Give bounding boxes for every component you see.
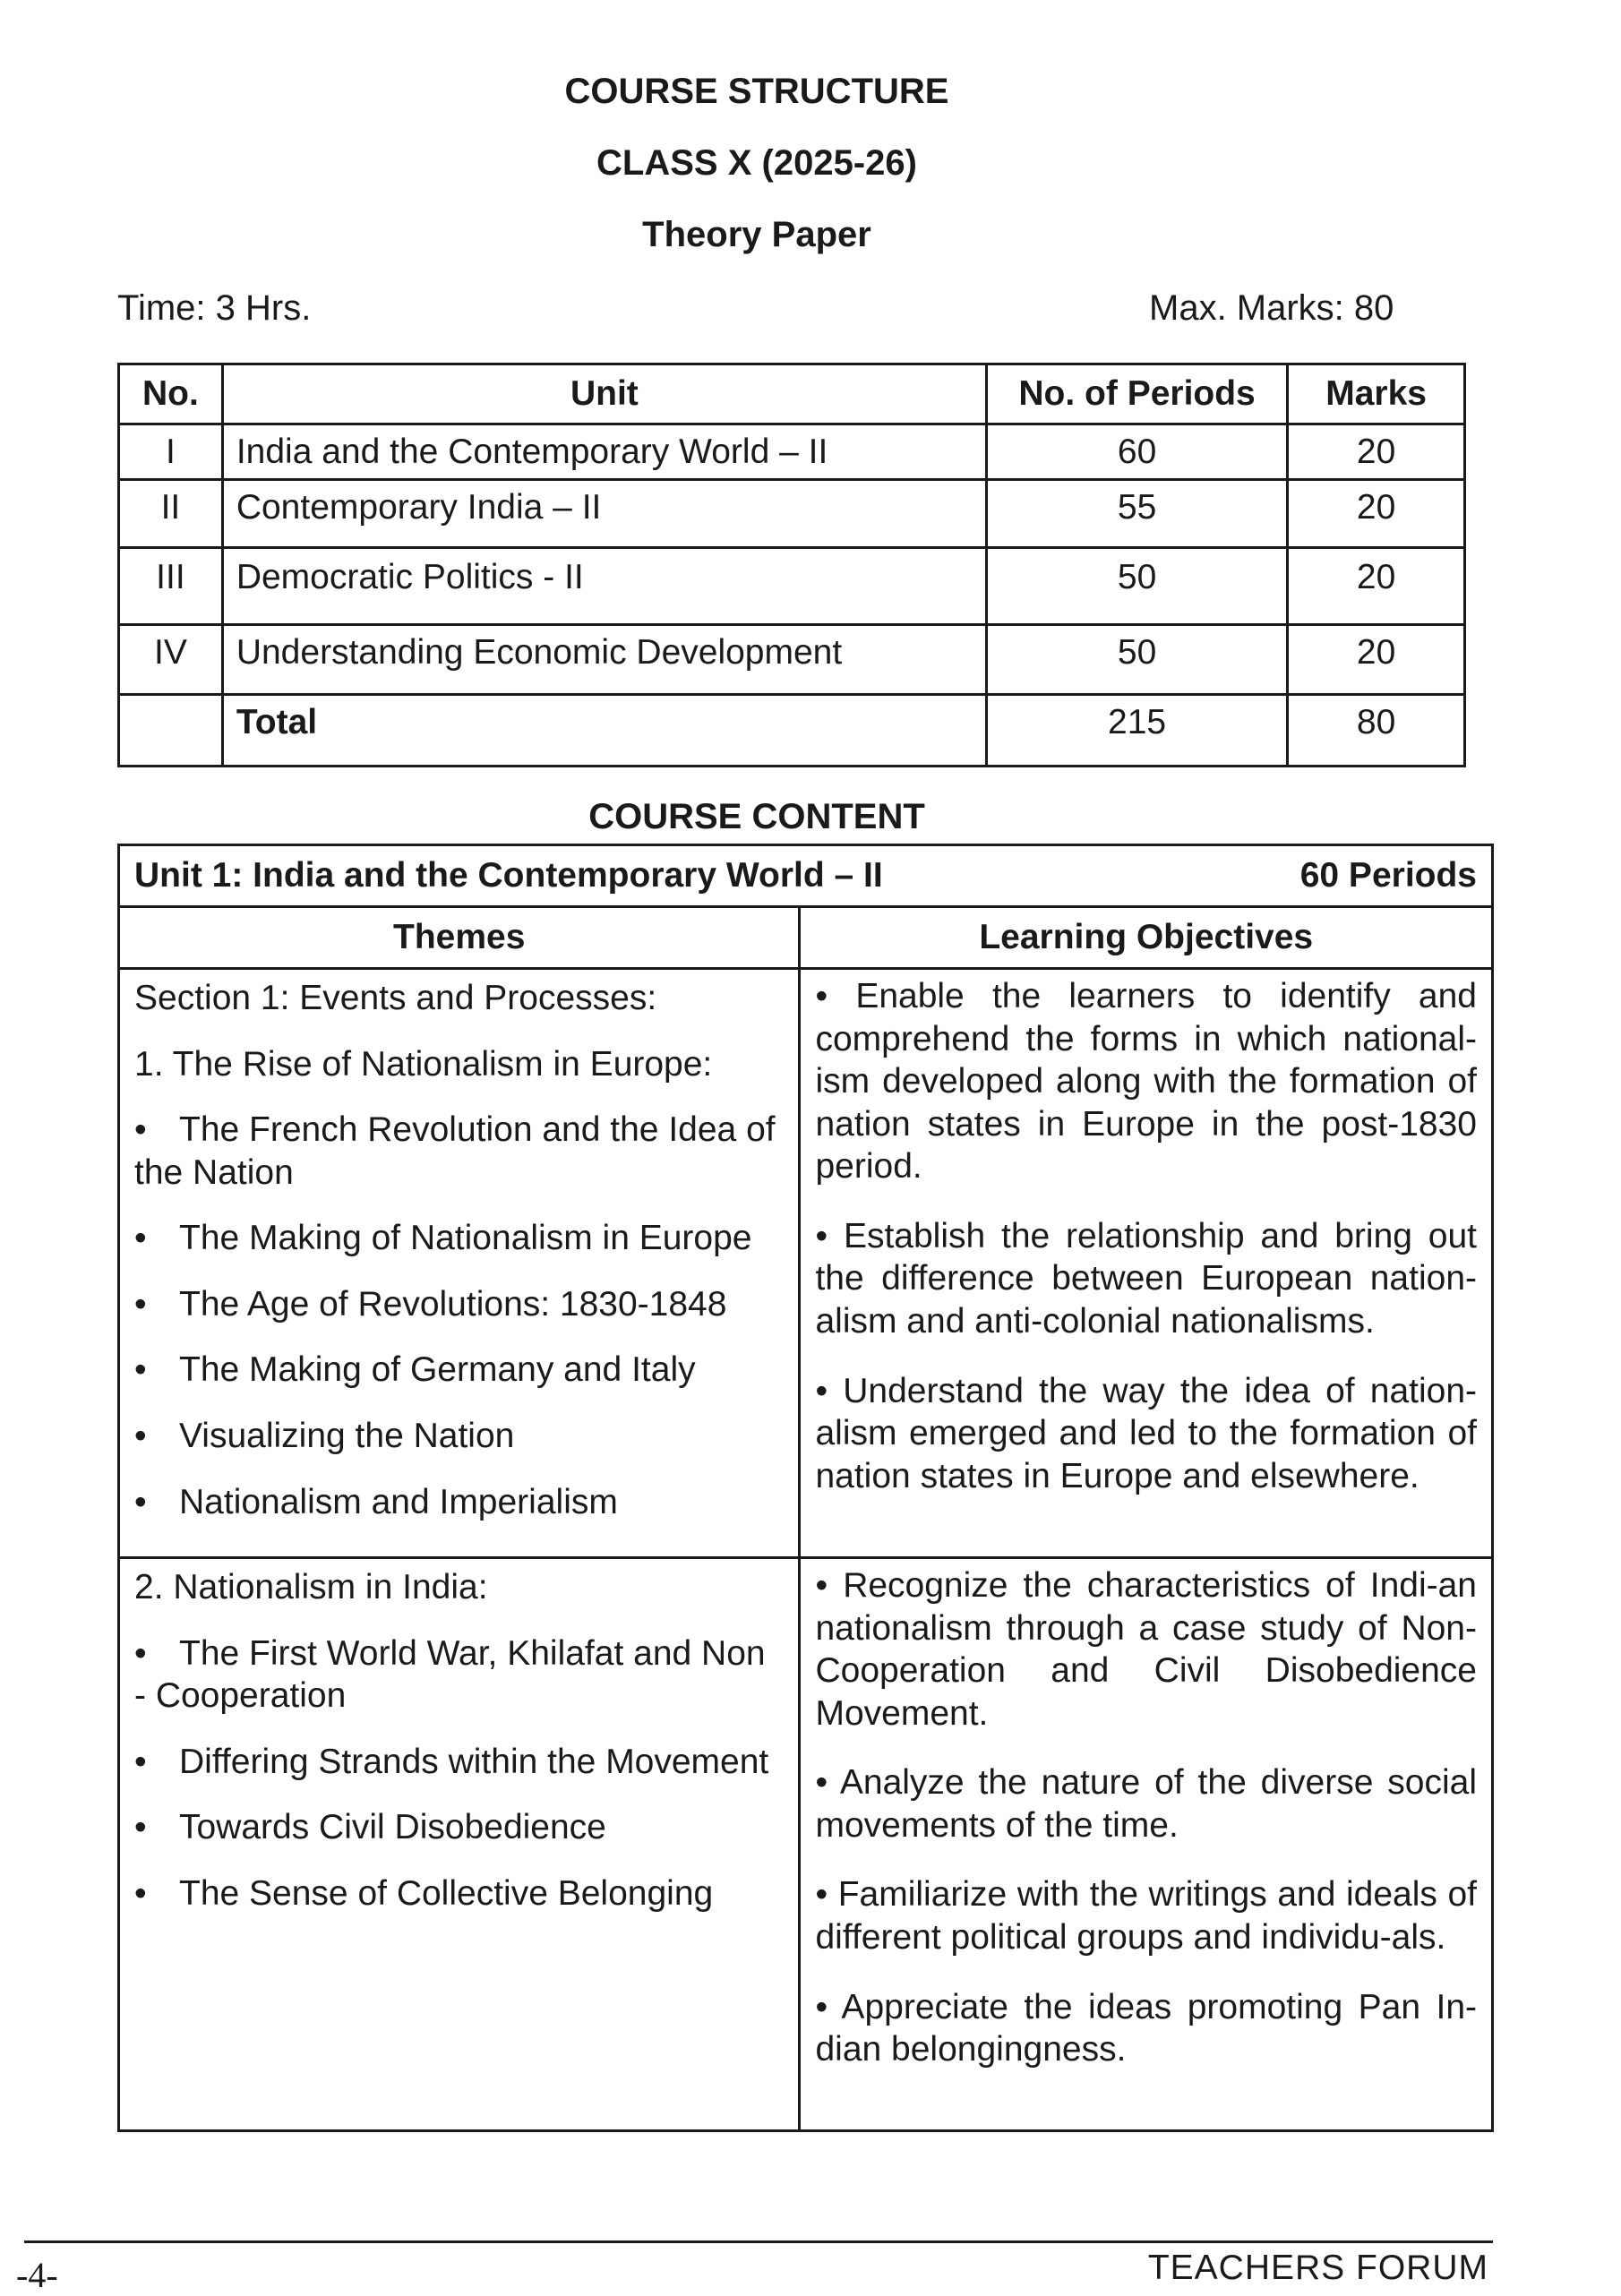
objective-item: • Analyze the nature of the diverse social movements of the time. — [815, 1763, 1477, 1845]
objective-item: • Familiarize with the writings and ideals of different political groups and individu-als. — [815, 1875, 1477, 1958]
theme-item: • Visualizing the Nation — [134, 1415, 784, 1458]
table-row — [119, 625, 1465, 695]
col-header-no: No. — [119, 364, 223, 424]
structure-header-row — [119, 364, 1465, 424]
page-number: -4- — [16, 2255, 58, 2295]
objective-item: • Enable the learners to identify and comprehend the forms in which national-ism developed along with the formation of nation states in Europe in the post-1830 period. — [815, 977, 1477, 1187]
unit-periods: 50 — [986, 548, 1287, 625]
unit-number: I — [119, 424, 223, 480]
course-content-table — [117, 844, 1494, 2132]
total-marks: 80 — [1288, 695, 1465, 767]
unit-marks: 20 — [1288, 625, 1465, 695]
section-2-row — [119, 1558, 1493, 2131]
total-row — [119, 695, 1465, 767]
column-header-row — [119, 907, 1493, 969]
objective-item: • Understand the way the idea of nation-alism emerged and led to the formation of nation states in Europe and elsewhere. — [815, 1371, 1477, 1495]
total-periods: 215 — [986, 695, 1287, 767]
total-blank-cell — [119, 695, 223, 767]
total-label: Total — [222, 695, 986, 767]
section-title: Section 1: Events and Processes: — [134, 979, 657, 1017]
col-header-marks: Marks — [1288, 364, 1465, 424]
unit-number: III — [119, 548, 223, 625]
table-row — [119, 424, 1465, 480]
unit-periods: 50 — [986, 625, 1287, 695]
unit-title: Unit 1: India and the Contemporary World – II — [134, 856, 883, 895]
theme-item: • The Age of Revolutions: 1830-1848 — [134, 1283, 784, 1326]
theme-item: • The Making of Nationalism in Europe — [134, 1217, 784, 1260]
theme-item: • The Sense of Collective Belonging — [134, 1872, 784, 1915]
themes-header: Themes — [119, 907, 800, 969]
section-1-themes — [119, 969, 800, 1558]
unit-marks: 20 — [1288, 548, 1465, 625]
table-row — [119, 480, 1465, 548]
theme-item: • The First World War, Khilafat and Non - Cooperation — [134, 1632, 784, 1718]
unit-periods-label: 60 Periods — [1299, 856, 1477, 895]
course-structure-title: COURSE STRUCTURE — [564, 72, 949, 111]
section-2-objectives — [800, 1558, 1493, 2131]
unit-name: India and the Contemporary World – II — [222, 424, 986, 480]
course-structure-table — [117, 363, 1466, 767]
unit-periods: 55 — [986, 480, 1287, 548]
section-1-row — [119, 969, 1493, 1558]
footer-brand: TEACHERS FORUM — [1147, 2249, 1488, 2287]
objectives-header: Learning Objectives — [800, 907, 1493, 969]
section-1-objectives — [800, 969, 1493, 1558]
objective-item: • Establish the relationship and bring out the difference between European nation-alism and anti-colonial nationalisms. — [815, 1216, 1477, 1341]
time-label: Time: 3 Hrs. — [117, 288, 312, 328]
unit-number: IV — [119, 625, 223, 695]
objective-item: • Appreciate the ideas promoting Pan In-dian belongingness. — [815, 1987, 1477, 2069]
col-header-unit: Unit — [222, 364, 986, 424]
unit-marks: 20 — [1288, 424, 1465, 480]
unit-header-cell — [119, 845, 1493, 907]
theme-item: • Differing Strands within the Movement — [134, 1741, 784, 1784]
chapter-title: 1. The Rise of Nationalism in Europe: — [134, 1044, 713, 1084]
unit-header-row — [119, 845, 1493, 907]
section-2-themes — [119, 1558, 800, 2131]
col-header-periods: No. of Periods — [986, 364, 1287, 424]
unit-periods: 60 — [986, 424, 1287, 480]
footer-divider — [24, 2240, 1493, 2243]
chapter-title: 2. Nationalism in India: — [134, 1568, 488, 1606]
course-content-heading: COURSE CONTENT — [588, 797, 925, 836]
paper-heading: Theory Paper — [642, 215, 871, 254]
max-marks-label: Max. Marks: 80 — [1149, 288, 1394, 328]
unit-marks: 20 — [1288, 480, 1465, 548]
unit-name: Democratic Politics - II — [222, 548, 986, 625]
class-heading: CLASS X (2025-26) — [596, 143, 917, 183]
theme-item: • Towards Civil Disobedience — [134, 1806, 784, 1849]
unit-number: II — [119, 480, 223, 548]
theme-item: • Nationalism and Imperialism — [134, 1481, 784, 1524]
theme-item: • The French Revolution and the Idea of the Nation — [134, 1109, 784, 1194]
objective-item: • Recognize the characteristics of Indi-an nationalism through a case study of Non-Cooperation and Civil Disobedience Movement. — [815, 1566, 1477, 1733]
table-row — [119, 548, 1465, 625]
theme-item: • The Making of Germany and Italy — [134, 1349, 784, 1392]
unit-name: Understanding Economic Development — [222, 625, 986, 695]
unit-name: Contemporary India – II — [222, 480, 986, 548]
